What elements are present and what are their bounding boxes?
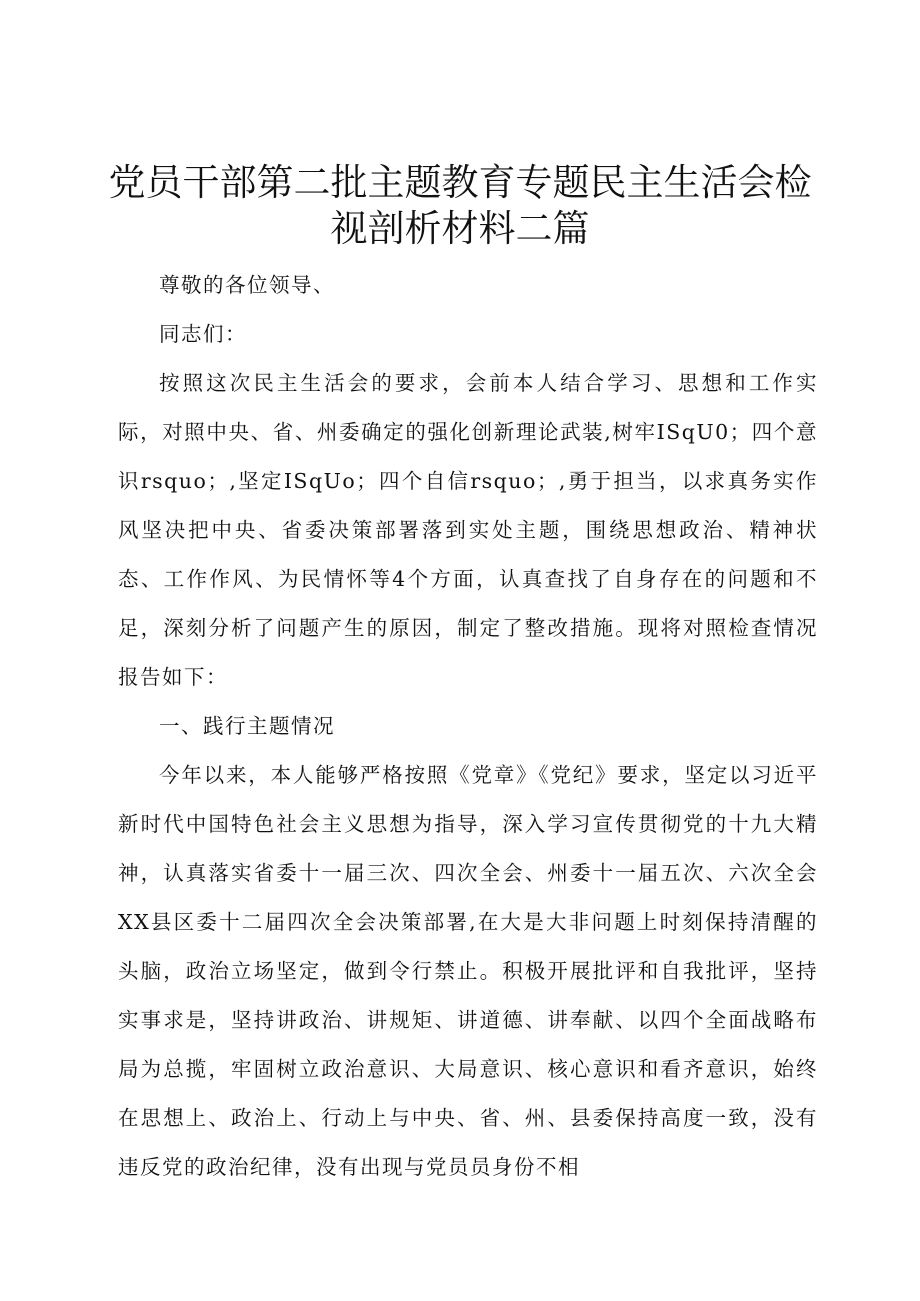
section-heading: 一、践行主题情况 — [159, 714, 335, 738]
document-body — [118, 261, 818, 1192]
paragraph-intro: 按照这次民主生活会的要求，会前本人结合学习、思想和工作实际，对照中央、省、州委确定的强化创新理论武装,树牢ISqU0；四个意识rsquo；,坚定ISqUo；四个自信rsquo；,勇于担当，以求真务实作风坚决把中央、省委决策部署落到实处主题，围绕思想政治、精神状态、工作作风、为民情怀等4个方面，认真查找了自身存在的问题和不足，深刻分析了问题产生的原因，制定了整改措施。现将对照检查情况报告如下： — [118, 371, 818, 689]
paragraph-practice: 今年以来，本人能够严格按照《党章》《党纪》要求，坚定以习近平新时代中国特色社会主义思想为指导，深入学习宣传贯彻党的十九大精神，认真落实省委十一届三次、四次全会、州委十一届五次、六次全会XX县区委十二届四次全会决策部署,在大是大非问题上时刻保持清醒的头脑，政治立场坚定，做到令行禁止。积极开展批评和自我批评，坚持实事求是，坚持讲政治、讲规矩、讲道德、讲奉献、以四个全面战略布局为总揽，牢固树立政治意识、大局意识、核心意识和看齐意识，始终在思想上、政治上、行动上与中央、省、州、县委保持高度一致，没有违反党的政治纪律，没有出现与党员员身份不相 — [118, 763, 818, 1179]
document-title: 党员干部第二批主题教育专题民主生活会检视剖析材料二篇 — [108, 161, 812, 250]
salutation-line-1: 尊敬的各位领导、 — [159, 273, 335, 297]
salutation-line-2: 同志们： — [159, 322, 247, 346]
